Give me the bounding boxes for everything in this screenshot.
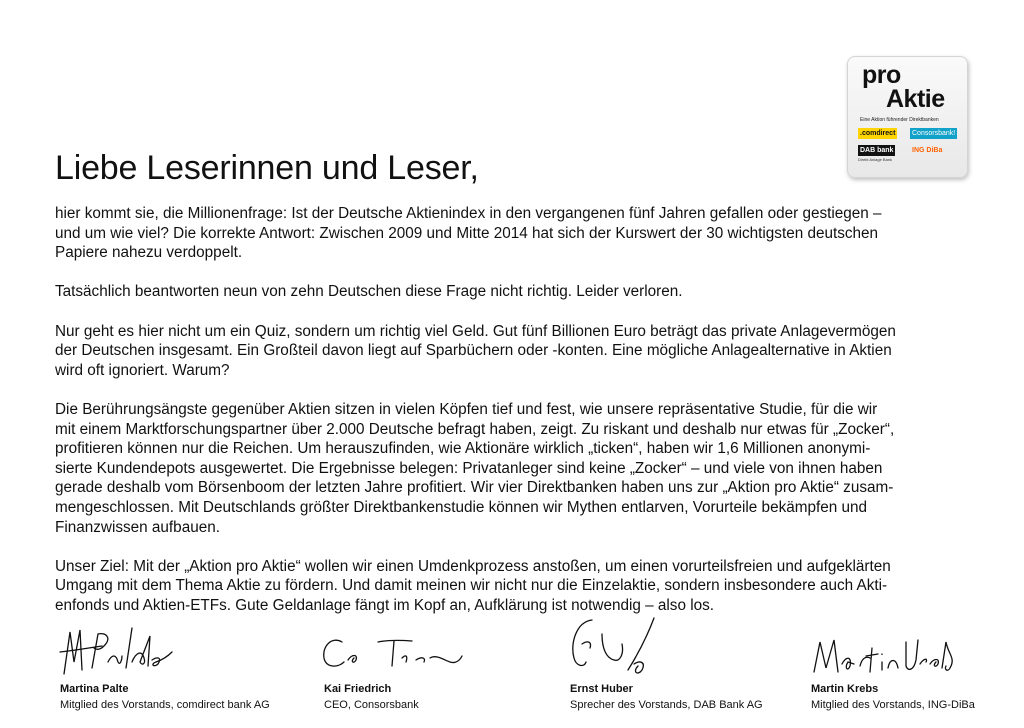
letter-salutation: Liebe Leserinnen und Leser,	[55, 149, 479, 187]
text-line: hier kommt sie, die Millionenfrage: Ist der Deutsche Aktienindex in den vergangenen fünf Jahren gefallen oder gestiegen –	[55, 205, 882, 222]
text-line: Tatsächlich beantworten neun von zehn Deutschen diese Frage nicht richtig. Leider verloren.	[55, 283, 683, 301]
signatory-role-1: Mitglied des Vorstands, comdirect bank AG	[60, 699, 270, 711]
paragraph-2	[55, 282, 975, 302]
paragraph-1	[55, 204, 975, 263]
text-line: wird oft ignoriert. Warum?	[55, 361, 230, 379]
logo-word-pro: pro	[862, 61, 901, 89]
signatory-role-3: Sprecher des Vorstands, DAB Bank AG	[570, 699, 763, 711]
paragraph-3	[55, 322, 975, 381]
signature-kai-friedrich	[318, 628, 468, 674]
signature-martina-palte	[58, 622, 178, 678]
signatory-name-2: Kai Friedrich	[324, 683, 392, 695]
text-line: Unser Ziel: Mit der „Aktion pro Aktie“ wollen wir einen Umdenkprozess anstoßen, um einen vorurteilsfreien und aufgeklärten	[55, 557, 891, 575]
text-line: Umgang mit dem Thema Aktie zu fördern. Und damit meinen wir nicht nur die Einzelaktie, sondern insbesondere auch Akti-	[55, 577, 888, 595]
letter-body	[55, 204, 975, 635]
text-line: und um wie viel? Die korrekte Antwort: Zwischen 2009 und Mitte 2014 hat sich der Kurswert der 30 wichtigsten deutschen	[55, 224, 879, 242]
text-line: Papiere nahezu verdoppelt.	[55, 244, 243, 262]
signatory-role-4: Mitglied des Vorstands, ING-DiBa	[811, 699, 975, 711]
signature-ernst-huber	[562, 614, 672, 680]
text-line: gerade deshalb vom Börsenboom der letzten Jahre profitiert. Wir vier Direktbanken haben uns zur „Aktion pro Aktie“ zusam-	[55, 479, 894, 497]
text-line: profitieren können nur die Reichen. Um herauszufinden, wie Aktionäre wirklich „ticken“, haben wir 1,6 Millionen anonymi-	[55, 440, 871, 458]
text-line: sierte Kundendepots ausgewertet. Die Ergebnisse belegen: Privatanleger sind keine „Zocker“ – und viele von ihnen haben	[55, 459, 883, 477]
text-line: enfonds und Aktien-ETFs. Gute Geldanlage fängt im Kopf an, Aufklärung ist notwendig – also los.	[55, 596, 715, 614]
signatory-role-2: CEO, Consorsbank	[324, 699, 419, 711]
consorsbank-logo: Consorsbank!	[912, 130, 956, 137]
dab-bank-subtext: Direkt Anlage Bank	[858, 157, 893, 162]
signatory-name-3: Ernst Huber	[570, 683, 633, 695]
text-line: Die Berührungsängste gegenüber Aktien sitzen in vielen Köpfen tief und fest, wie unsere repräsentative Studie, für die wir	[55, 400, 878, 418]
text-line: der Deutschen insgesamt. Ein Großteil davon liegt auf Sparbüchern oder -konten. Eine mögliche Anlagealternative in Aktien	[55, 342, 892, 360]
signatory-name-1: Martina Palte	[60, 683, 129, 695]
text-line: Finanzwissen aufbauen.	[55, 518, 220, 536]
signatory-name-4: Martin Krebs	[811, 683, 879, 695]
text-line: Nur geht es hier nicht um ein Quiz, sondern um richtig viel Geld. Gut fünf Billionen Euro beträgt das private Anlagevermögen	[55, 322, 896, 340]
pro-aktie-logo	[847, 56, 968, 178]
paragraph-4	[55, 400, 975, 537]
logo-word-aktie: Aktie	[886, 85, 945, 113]
dab-bank-logo: DAB bank	[860, 147, 894, 154]
text-line: mit einem Marktforschungspartner über 2.000 Deutsche befragt haben, zeigt. Zu riskant und deshalb nur etwas für „Zocker“,	[55, 420, 895, 438]
logo-tagline: Eine Aktion führender Direktbanken	[860, 117, 939, 123]
ing-diba-logo: ING DiBa	[912, 147, 943, 154]
paragraph-5	[55, 557, 975, 616]
comdirect-logo: .comdirect	[860, 130, 896, 137]
text-line: mengeschlossen. Mit Deutschlands größter Direktbankenstudie können wir Mythen entlarven, Vorurteile bekämpfen und	[55, 498, 868, 516]
signature-martin-krebs	[810, 628, 960, 678]
